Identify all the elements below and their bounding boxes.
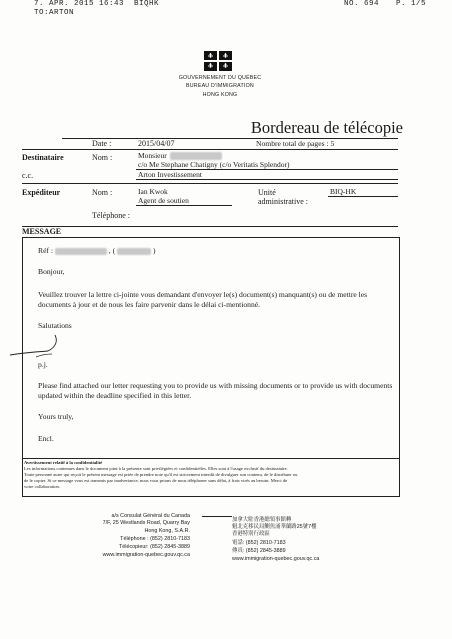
org-city: HONG KONG — [202, 92, 238, 98]
sender-label: Expéditeur — [22, 188, 61, 197]
recipient-line1: Monsieur — [138, 151, 167, 160]
signature — [8, 327, 68, 361]
redaction — [170, 152, 222, 160]
underline — [136, 179, 398, 180]
body-en: Please find attached our letter requesting you to provide us with missing documents or to provide us with documents updated within the deadline specified in this letter. — [38, 381, 393, 400]
page-count: Nombre total de pages : 5 — [256, 139, 335, 148]
cc-value: Arton Investissement — [138, 170, 202, 179]
footer-zh-url: www.immigration-quebec.gouv.qc.ca — [232, 556, 320, 562]
redaction — [55, 248, 107, 255]
fax-timestamp: 7. APR. 2015 16:43 — [34, 0, 125, 8]
fax-recipient: TO:ARTON — [34, 9, 75, 17]
footer-fr-line: Hong Kong, S.A.R. — [144, 528, 190, 534]
footer-fr-line: a/s Consulat Général du Canada — [111, 513, 190, 519]
enclosure-label: Encl. — [38, 434, 54, 443]
footer-fr-url: www.immigration-quebec.gouv.qc.ca — [102, 552, 190, 558]
footer-fr-line: Télécopieur: (852) 2845-3889 — [118, 544, 190, 550]
redaction — [117, 248, 151, 255]
ref-separator: , ( — [108, 246, 116, 255]
confidentiality-title: Avertissement relatif à la confidentialité — [24, 460, 103, 465]
underline — [136, 205, 232, 206]
divider — [22, 149, 398, 150]
unit-value: BIQ-HK — [330, 187, 357, 196]
fax-header — [34, 0, 452, 20]
fax-page: P. 1/5 — [396, 0, 427, 8]
divider — [22, 183, 398, 184]
recipient-label: Destinataire — [22, 153, 64, 162]
divider — [62, 138, 398, 139]
message-label: MESSAGE — [22, 227, 62, 236]
underline — [328, 196, 398, 197]
sender-name-label: Nom : — [92, 188, 113, 197]
footer-zh-line: 魁北克移民局鰂魚涌華蘭路25號7樓 — [232, 524, 317, 530]
footer-zh-line: 加拿大駐香港總領事館轉 — [232, 517, 292, 523]
sender-name: Ian Kwok — [138, 187, 168, 196]
confidentiality-line: Toute personne autre qui reçoit le présent message est priée de prendre note qu'il est strictement interdit de divulguer son contenu, de le distribuer ou — [24, 472, 298, 477]
reference-line — [38, 246, 155, 256]
closing-en: Yours truly, — [38, 412, 74, 421]
greeting-fr: Bonjour, — [38, 267, 65, 276]
phone-label: Téléphone : — [92, 211, 130, 220]
ref-label: Réf : — [38, 246, 53, 255]
fax-number: NO. 694 — [344, 0, 380, 8]
body-fr: Veuillez trouver la lettre ci-jointe vous demandant d'envoyer le(s) document(s) manquant(s) ou de mettre les documents à jour et de nous les faire parvenir dans le délai ci-mentionné. — [38, 290, 368, 309]
attachment-label: p.j. — [38, 360, 48, 369]
footer-zh-line: 香港特別行政區 — [232, 531, 270, 537]
footer-fr-line: Téléphone : (852) 2810-7183 — [120, 536, 190, 542]
footer-fr-line: 7/F, 25 Westlands Road, Quarry Bay — [102, 520, 190, 526]
ref-end: ) — [152, 246, 156, 255]
date-value: 2015/04/07 — [138, 139, 175, 148]
cc-label: c.c. — [22, 171, 34, 180]
footer-zh-line: 傳真: (852) 2845-3889 — [232, 548, 286, 554]
page-title: Bordereau de télécopie — [250, 118, 403, 137]
unit-label: Unité — [258, 188, 276, 197]
sender-role: Agent de soutien — [138, 196, 189, 205]
recipient-name-label: Nom : — [92, 153, 113, 162]
confidentiality-line: votre collaboration. — [24, 484, 60, 489]
confidentiality-line: de le copier. Si ce message vous est transmis par inadvertance, nous vous prions de nous téléphoner sans délai, à frais virés au besoin. Merci de — [24, 478, 288, 483]
fax-sender-id: BIQHK — [134, 0, 160, 8]
unit-label-2: administrative : — [258, 197, 308, 206]
footer-zh-line: 電話: (852) 2810-7183 — [232, 540, 286, 546]
org-government: GOUVERNEMENT DU QUÉBEC — [178, 75, 262, 81]
quebec-flag-logo — [204, 51, 232, 71]
recipient-line2: c/o Me Stephane Chatigny (c/o Veritatis Splendor) — [138, 160, 290, 169]
confidentiality-line: Les informations contenues dans le document joint à la présente sont privilégiées et confidentielles. Elles sont à l'usage exclusif du destinataire. — [24, 466, 288, 471]
closing-fr: Salutations — [38, 321, 72, 330]
footer-divider — [202, 516, 232, 517]
divider — [22, 226, 398, 227]
date-label: Date : — [92, 139, 112, 148]
org-bureau: BUREAU D'IMMIGRATION — [186, 83, 254, 89]
